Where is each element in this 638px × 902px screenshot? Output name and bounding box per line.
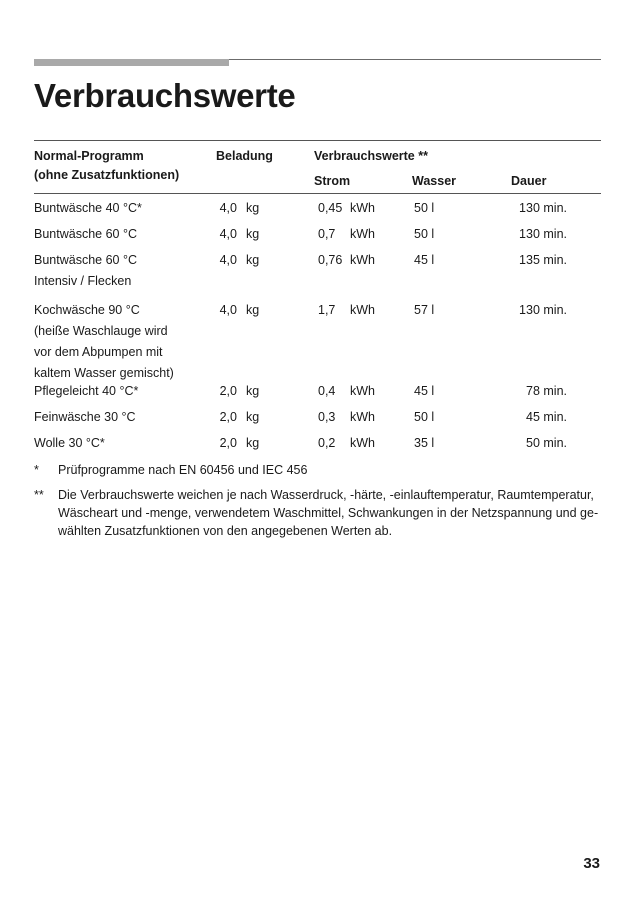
program-name: Buntwäsche 60 °C <box>34 227 137 241</box>
water-value: 50 l <box>414 410 435 424</box>
page-title: Verbrauchswerte <box>34 77 296 114</box>
header-program-line1: Normal-Programm <box>34 149 144 163</box>
load-unit: kg <box>246 410 260 424</box>
load-unit: kg <box>246 436 260 450</box>
header-consumption: Verbrauchswerte ** <box>314 149 428 163</box>
program-name: Pflegeleicht 40 °C* <box>34 384 139 398</box>
program-name: Intensiv / Flecken <box>34 274 132 288</box>
footnote-text: Prüfprogramme nach EN 60456 und IEC 456 <box>58 463 308 477</box>
duration-value: 130 min. <box>519 303 567 317</box>
load-unit: kg <box>246 253 260 267</box>
footnote-text: Wäscheart und -menge, verwendetem Waschmittel, Schwankungen in der Netzspannung und ge- <box>58 506 599 520</box>
power-value: 0,2 <box>318 436 336 450</box>
program-name: Buntwäsche 40 °C* <box>34 201 142 215</box>
power-value: 0,4 <box>318 384 336 398</box>
power-value: 1,7 <box>318 303 336 317</box>
water-value: 57 l <box>414 303 435 317</box>
duration-value: 50 min. <box>526 436 567 450</box>
program-name: kaltem Wasser gemischt) <box>34 366 174 380</box>
duration-value: 130 min. <box>519 227 567 241</box>
load-unit: kg <box>246 227 260 241</box>
duration-value: 130 min. <box>519 201 567 215</box>
footnote-mark: ** <box>34 488 44 502</box>
duration-value: 45 min. <box>526 410 567 424</box>
water-value: 35 l <box>414 436 435 450</box>
power-unit: kWh <box>350 303 375 317</box>
load-value: 4,0 <box>219 303 237 317</box>
load-value: 4,0 <box>219 253 237 267</box>
water-value: 50 l <box>414 201 435 215</box>
power-unit: kWh <box>350 227 375 241</box>
table-top-rule <box>34 140 601 141</box>
header-duration: Dauer <box>511 174 547 188</box>
load-value: 2,0 <box>219 410 237 424</box>
duration-value: 135 min. <box>519 253 567 267</box>
program-name: (heiße Waschlauge wird <box>34 324 168 338</box>
section-marker-bar <box>34 59 229 66</box>
load-value: 2,0 <box>219 384 237 398</box>
load-unit: kg <box>246 384 260 398</box>
power-unit: kWh <box>350 384 375 398</box>
power-value: 0,7 <box>318 227 336 241</box>
load-value: 4,0 <box>219 201 237 215</box>
table-header-rule <box>34 193 601 194</box>
program-name: Buntwäsche 60 °C <box>34 253 137 267</box>
program-name: Wolle 30 °C* <box>34 436 105 450</box>
power-value: 0,45 <box>318 201 343 215</box>
footnote-text: wählten Zusatzfunktionen von den angegebenen Werten ab. <box>58 524 393 538</box>
power-unit: kWh <box>350 436 375 450</box>
load-unit: kg <box>246 201 260 215</box>
power-value: 0,76 <box>318 253 343 267</box>
program-name: Kochwäsche 90 °C <box>34 303 140 317</box>
water-value: 50 l <box>414 227 435 241</box>
program-name: vor dem Abpumpen mit <box>34 345 163 359</box>
power-value: 0,3 <box>318 410 336 424</box>
load-value: 4,0 <box>219 227 237 241</box>
header-program-line2: (ohne Zusatzfunktionen) <box>34 168 180 182</box>
header-power: Strom <box>314 174 351 188</box>
header-program <box>34 147 179 185</box>
power-unit: kWh <box>350 253 375 267</box>
power-unit: kWh <box>350 201 375 215</box>
footnote-mark: * <box>34 463 39 477</box>
duration-value: 78 min. <box>526 384 567 398</box>
water-value: 45 l <box>414 253 435 267</box>
footnote-text: Die Verbrauchswerte weichen je nach Wasserdruck, -härte, -einlauftemperatur, Raumtemperatur, <box>58 488 594 502</box>
power-unit: kWh <box>350 410 375 424</box>
program-name: Feinwäsche 30 °C <box>34 410 136 424</box>
header-water: Wasser <box>412 174 457 188</box>
load-unit: kg <box>246 303 260 317</box>
load-value: 2,0 <box>219 436 237 450</box>
header-load: Beladung <box>216 149 273 163</box>
water-value: 45 l <box>414 384 435 398</box>
page-number: 33 <box>583 855 600 872</box>
